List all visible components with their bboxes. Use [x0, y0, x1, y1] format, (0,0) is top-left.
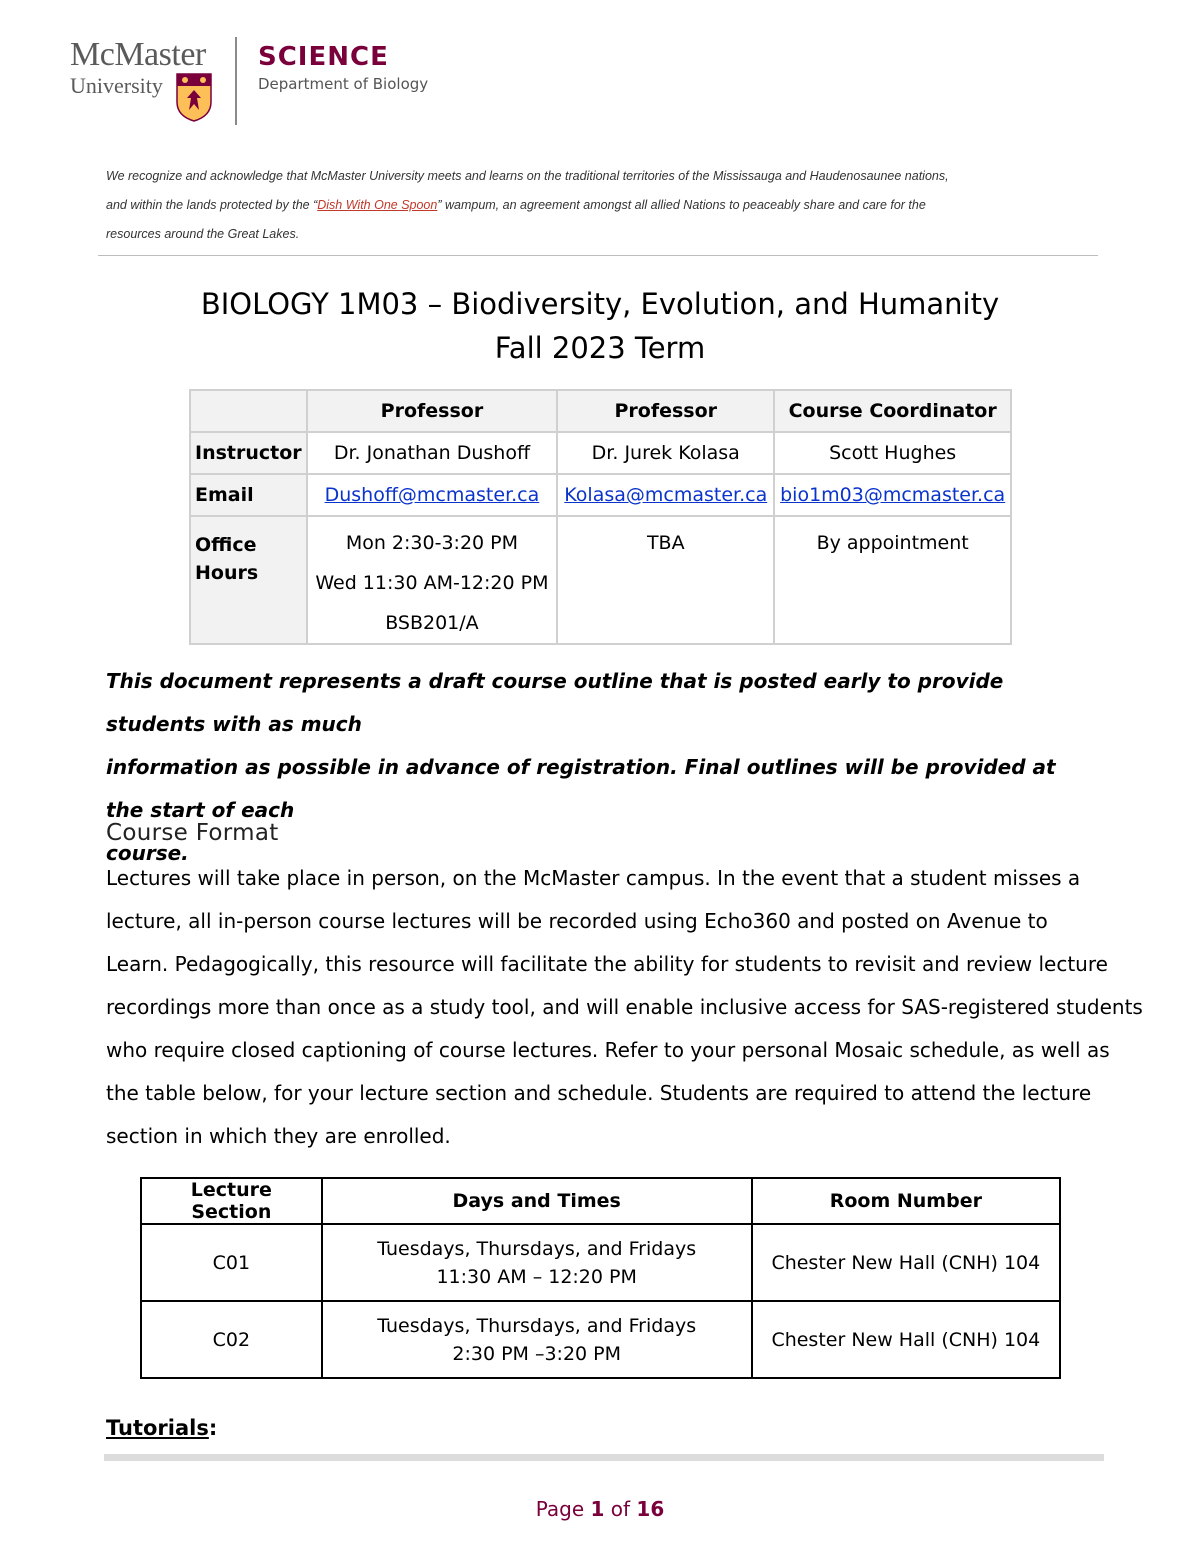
table-row [141, 1224, 1060, 1301]
email-cell [774, 474, 1011, 516]
ack-text: and within the lands protected by the “ [106, 198, 318, 212]
table-header-row [141, 1178, 1060, 1224]
dish-with-one-spoon-link[interactable]: Dish With One Spoon [317, 198, 438, 212]
notice-line: This document represents a draft course outline that is posted early to provide students with as much [106, 669, 1004, 736]
notice-line: information as possible in advance of registration. Final outlines will be provided at the start of each [106, 755, 1056, 822]
ack-text: ” wampum, an agreement amongst all allied Nations to peaceably share and care for the [437, 198, 926, 212]
table-row [190, 474, 1011, 516]
page-number: 1 [590, 1497, 605, 1521]
days-text: Tuesdays, Thursdays, and Fridays [377, 1237, 697, 1260]
course-format-heading: Course Format [106, 820, 279, 846]
header-cell: Professor [307, 390, 558, 432]
table-row [141, 1301, 1060, 1378]
hours-label: Hours [195, 562, 259, 584]
office-hours-cell [307, 516, 558, 644]
row-label [190, 516, 307, 644]
paragraph-line: the table below, for your lecture section and schedule. Students are required to attend the lecture [106, 1081, 1092, 1105]
lecture-sections-table [140, 1177, 1061, 1379]
page-footer [0, 1497, 1200, 1521]
course-format-paragraph [106, 857, 1143, 1158]
room-cell: Chester New Hall (CNH) 104 [752, 1301, 1060, 1378]
header-cell: Days and Times [322, 1178, 752, 1224]
ack-line-2 [106, 191, 1096, 220]
crest-icon [175, 72, 213, 122]
paragraph-line: lecture, all in-person course lectures will be recorded using Echo360 and posted on Avenue to [106, 909, 1048, 933]
email-link[interactable]: Kolasa@mcmaster.ca [564, 484, 768, 506]
times-text: 2:30 PM –3:20 PM [452, 1342, 622, 1365]
course-title-line: BIOLOGY 1M03 – Biodiversity, Evolution, and Humanity [200, 287, 1000, 321]
section-cell: C01 [141, 1224, 322, 1301]
header-cell: Lecture Section [141, 1178, 322, 1224]
notice-line: course. [106, 841, 189, 865]
office-hours-line: Wed 11:30 AM-12:20 PM [315, 572, 549, 594]
ack-line-1: We recognize and acknowledge that McMaster University meets and learns on the traditional territories of the Mississauga and Haudenosaunee nations, [106, 169, 949, 183]
office-hours-cell: TBA [557, 516, 774, 644]
section-divider [104, 1454, 1104, 1461]
horizontal-rule [98, 255, 1098, 256]
paragraph-line: Lectures will take place in person, on the McMaster campus. In the event that a student misses a [106, 866, 1081, 890]
paragraph-line: section in which they are enrolled. [106, 1124, 451, 1148]
land-acknowledgement [106, 162, 1096, 249]
section-cell: C02 [141, 1301, 322, 1378]
email-link[interactable]: Dushoff@mcmaster.ca [324, 484, 540, 506]
days-times-cell [322, 1301, 752, 1378]
days-text: Tuesdays, Thursdays, and Fridays [377, 1314, 697, 1337]
page-word: Page [535, 1497, 585, 1521]
tutorials-heading [106, 1416, 217, 1440]
header-divider [235, 37, 237, 125]
course-title [0, 282, 1200, 370]
room-cell: Chester New Hall (CNH) 104 [752, 1224, 1060, 1301]
row-label: Instructor [190, 432, 307, 474]
tutorials-label: Tutorials [106, 1416, 209, 1440]
faculty-name: SCIENCE [258, 42, 389, 72]
tutorials-colon: : [208, 1416, 218, 1440]
logo-name: McMaster [70, 36, 206, 73]
table-row [190, 432, 1011, 474]
header-cell: Course Coordinator [774, 390, 1011, 432]
times-text: 11:30 AM – 12:20 PM [436, 1265, 637, 1288]
email-cell [557, 474, 774, 516]
term-title: Fall 2023 Term [494, 331, 706, 365]
instructors-table [189, 389, 1012, 645]
header-cell: Professor [557, 390, 774, 432]
paragraph-line: Learn. Pedagogically, this resource will facilitate the ability for students to revisit and review lecture [106, 952, 1108, 976]
table-header-row [190, 390, 1011, 432]
days-times-cell [322, 1224, 752, 1301]
office-label: Office [195, 534, 257, 556]
office-hours-line: Mon 2:30-3:20 PM [345, 532, 519, 554]
page-total: 16 [636, 1497, 665, 1521]
instructor-name: Dr. Jurek Kolasa [557, 432, 774, 474]
row-label: Email [190, 474, 307, 516]
header-cell [190, 390, 307, 432]
instructor-name: Scott Hughes [774, 432, 1011, 474]
instructor-name: Dr. Jonathan Dushoff [307, 432, 558, 474]
office-hours-line: BSB201/A [385, 612, 479, 634]
email-cell [307, 474, 558, 516]
of-word: of [610, 1497, 631, 1521]
paragraph-line: recordings more than once as a study tool, and will enable inclusive access for SAS-registered students [106, 995, 1143, 1019]
email-link[interactable]: bio1m03@mcmaster.ca [780, 484, 1006, 506]
office-hours-cell: By appointment [774, 516, 1011, 644]
ack-line-3: resources around the Great Lakes. [106, 227, 300, 241]
table-row [190, 516, 1011, 644]
header-cell: Room Number [752, 1178, 1060, 1224]
logo-university: University [70, 73, 163, 98]
department-name: Department of Biology [258, 75, 429, 93]
paragraph-line: who require closed captioning of course lectures. Refer to your personal Mosaic schedule, as well as [106, 1038, 1110, 1062]
